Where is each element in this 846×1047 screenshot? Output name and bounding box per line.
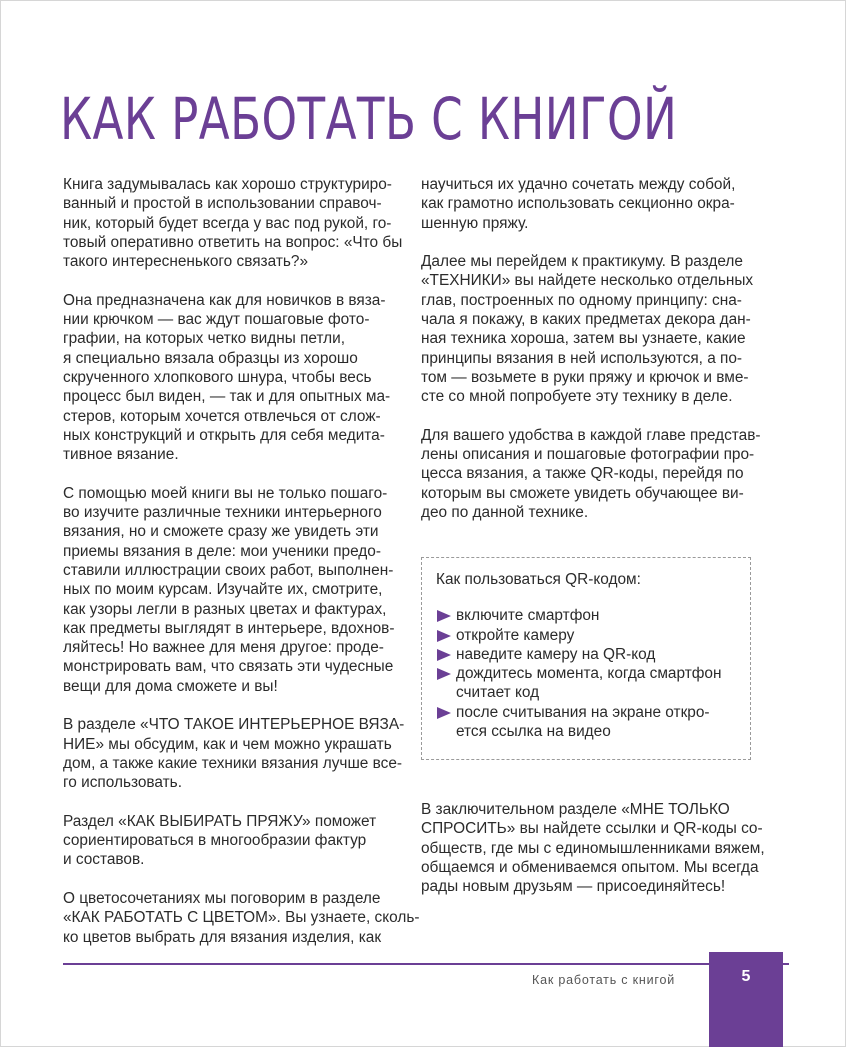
text-line: сте со мной попробуете эту технику в деле. — [421, 388, 733, 406]
paragraph — [421, 426, 771, 522]
paragraph — [63, 175, 408, 271]
text-line: ных по моим курсам. Изучайте их, смотрите, — [63, 581, 383, 599]
text-line: считает код — [456, 684, 540, 702]
text-line: наведите камеру на QR-код — [456, 645, 656, 663]
qr-step — [436, 645, 750, 664]
text-line: Далее мы перейдем к практикуму. В разделе — [421, 253, 743, 271]
text-line: вязания, но и сможете сразу же увидеть эти — [63, 523, 379, 541]
text-line: ная техника хороша, затем вы узнаете, какие — [421, 330, 746, 348]
text-line: том — возьмете в руки пряжу и крючок и вме- — [421, 368, 749, 386]
paragraph — [63, 889, 420, 947]
text-line: ных конструкций и открыть для себя медита- — [63, 426, 385, 444]
text-line: ставили иллюстрации своих работ, выполнен- — [63, 561, 394, 579]
page-number: 5 — [741, 968, 751, 985]
left-column — [63, 175, 420, 966]
text-line: приемы вязания в деле: мои ученики предо- — [63, 542, 381, 560]
text-line: ко цветов выбрать для вязания изделия, как — [63, 928, 382, 946]
text-line: ляйтесь! Но важнее для меня другое: проде- — [63, 639, 384, 657]
qr-step — [436, 606, 750, 625]
paragraph — [421, 175, 771, 233]
text-line: я специально вязала образцы из хорошо — [63, 349, 358, 367]
triangle-bullet-icon — [437, 630, 451, 642]
right-column — [421, 175, 771, 542]
qr-instructions-box — [421, 557, 751, 760]
text-line: ник, который будет всегда у вас под рукой, го- — [63, 214, 392, 232]
text-line: ется ссылка на видео — [456, 723, 611, 741]
paragraph — [63, 484, 408, 696]
text-line: Она предназначена как для новичков в вяза- — [63, 291, 386, 309]
paragraph — [63, 715, 408, 792]
page-title: КАК РАБОТАТЬ С КНИГОЙ — [60, 85, 678, 153]
text-line: лены описания и пошаговые фотографии про- — [421, 446, 755, 464]
text-line: и составов. — [63, 851, 145, 869]
text-line: СПРОСИТЬ» вы найдете ссылки и QR-коды со- — [421, 820, 763, 838]
text-line: Для вашего удобства в каждой главе представ- — [421, 426, 761, 444]
text-line: ванный и простой в использовании справоч- — [63, 195, 382, 213]
text-line: такого интересненького связать?» — [63, 253, 309, 271]
text-line: цесса вязания, а также QR-коды, перейдя по — [421, 465, 744, 483]
qr-step — [436, 664, 750, 703]
text-line: шенную пряжу. — [421, 214, 529, 232]
text-line: откройте камеру — [456, 626, 575, 644]
text-line: го использовать. — [63, 774, 182, 792]
triangle-bullet-icon — [437, 610, 451, 622]
text-line: монстрировать вам, что связать эти чудесные — [63, 658, 394, 676]
text-line: стеров, которым хочется отвлечься от слож- — [63, 407, 381, 425]
triangle-bullet-icon — [437, 668, 451, 680]
text-line: как грамотно использовать секционно окра- — [421, 195, 735, 213]
running-head: Как работать с книгой — [532, 973, 675, 987]
page-number-tab — [709, 952, 783, 1047]
text-line: рады новым друзьям — присоединяйтесь! — [421, 878, 726, 896]
text-line: С помощью моей книги вы не только пошаго- — [63, 484, 388, 502]
text-line: принципы вязания в ней используются, а по- — [421, 349, 743, 367]
text-line: во изучите различные техники интерьерного — [63, 504, 382, 522]
paragraph — [421, 252, 771, 406]
text-line: как узоры легли в разных цветах и фактурах, — [63, 600, 387, 618]
text-line: как предметы выглядят в интерьере, вдохнов- — [63, 619, 395, 637]
text-line: тивное вязание. — [63, 446, 179, 464]
footer-rule — [63, 963, 789, 965]
text-line: Книга задумывалась как хорошо структуриро- — [63, 176, 392, 193]
text-line: глав, построенных по одному принципу: сна- — [421, 291, 742, 309]
text-line: обществ, где мы с единомышленниками вяжем, — [421, 839, 765, 857]
paragraph — [63, 812, 408, 870]
text-line: «КАК РАБОТАТЬ С ЦВЕТОМ». Вы узнаете, сколь- — [63, 909, 420, 927]
text-line: графии, на которых четко видны петли, — [63, 330, 346, 348]
text-line: товый оперативно ответить на вопрос: «Что бы — [63, 233, 403, 251]
text-line: дом, а также какие техники вязания лучше все- — [63, 754, 403, 772]
paragraph — [63, 291, 408, 465]
final-paragraph — [421, 800, 771, 896]
text-line: дождитесь момента, когда смартфон — [456, 665, 722, 683]
text-line: общаемся и обмениваемся опытом. Мы всегда — [421, 858, 759, 876]
qr-box-title: Как пользоваться QR-кодом: — [436, 571, 641, 588]
text-line: Раздел «КАК ВЫБИРАТЬ ПРЯЖУ» поможет — [63, 812, 377, 830]
text-line: нии крючком — вас ждут пошаговые фото- — [63, 311, 370, 329]
text-line: В заключительном разделе «МНЕ ТОЛЬКО — [421, 801, 730, 818]
text-line: процесс был виден, — так и для опытных ма- — [63, 388, 391, 406]
text-line: В разделе «ЧТО ТАКОЕ ИНТЕРЬЕРНОЕ ВЯЗА- — [63, 716, 405, 734]
text-line: О цветосочетаниях мы поговорим в разделе — [63, 889, 381, 907]
qr-step — [436, 703, 750, 742]
qr-step — [436, 626, 750, 645]
text-line: которым вы сможете увидеть обучающее ви- — [421, 484, 744, 502]
text-line: чала я покажу, в каких предметах декора дан- — [421, 311, 751, 329]
triangle-bullet-icon — [437, 649, 451, 661]
text-line: сориентироваться в многообразии фактур — [63, 832, 367, 850]
text-line: включите смартфон — [456, 607, 600, 625]
text-line: «ТЕХНИКИ» вы найдете несколько отдельных — [421, 272, 754, 290]
qr-steps-list — [436, 606, 750, 741]
text-line: скрученного хлопкового шнура, чтобы весь — [63, 368, 372, 386]
text-line: НИЕ» мы обсудим, как и чем можно украшать — [63, 735, 392, 753]
text-line: вещи для дома сможете и вы! — [63, 677, 278, 695]
triangle-bullet-icon — [437, 707, 451, 719]
text-line: део по данной технике. — [421, 504, 589, 522]
text-line: научиться их удачно сочетать между собой, — [421, 176, 736, 193]
text-line: после считывания на экране откро- — [456, 703, 710, 721]
